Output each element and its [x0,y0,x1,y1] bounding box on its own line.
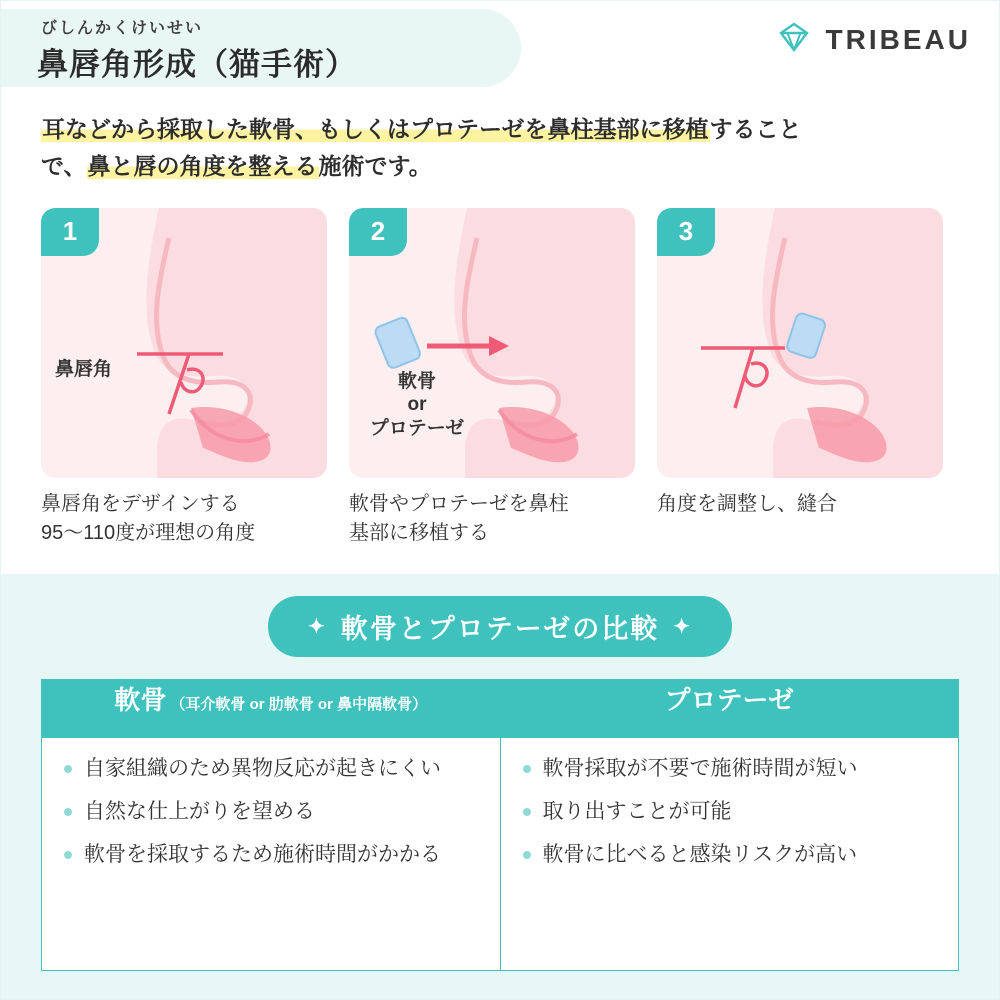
step-1 [41,208,327,548]
lead-text-3: 施術です。 [318,153,432,180]
comparison-title-wrap [1,596,999,657]
step-2-caption [349,490,635,548]
step-2-caption-line1: 軟骨やプロテーゼを鼻柱 [349,492,569,515]
list-item: 自家組織のため異物反応が起きにくい [60,754,482,783]
step-3-figure [657,208,943,478]
comparison-column-cartilage [42,680,500,970]
step-1-badge: 1 [41,208,99,256]
column-header-cartilage-sub: （耳介軟骨 or 肋軟骨 or 鼻中隔軟骨） [170,695,428,713]
step-1-figure [41,208,327,478]
brand-logo [774,21,971,58]
column-header-prosthesis [501,680,959,738]
step-3-caption [657,490,943,519]
lead-highlight-1: 耳などから採取した軟骨、もしくはプロテーゼを鼻柱基部に移植 [42,116,709,142]
step-1-caption [41,490,327,548]
list-item: 軟骨採取が不要で施術時間が短い [519,754,941,783]
brand-name: TRIBEAU [825,23,971,55]
step-3-caption-line1: 角度を調整し、縫合 [657,492,837,515]
comparison-table [41,679,959,971]
step-2 [349,208,635,548]
step-3-badge: 3 [657,208,715,256]
comparison-band [1,574,999,999]
cartilage-bullet-list [42,738,500,894]
comparison-title-text: 軟骨とプロテーゼの比較 [340,613,660,644]
step-2-figure-label: 軟骨 or プロテーゼ [369,370,465,439]
step-2-badge: 2 [349,208,407,256]
lead-paragraph [41,111,959,186]
step-1-caption-line1: 鼻唇角をデザインする [41,492,240,515]
lead-text-1: すること [709,116,802,142]
column-header-cartilage-main: 軟骨 [114,684,167,715]
column-header-cartilage [42,680,500,738]
steps-row [41,208,959,548]
lead-text-2: で、 [41,153,87,180]
sparkle-left-icon: ✦ [308,615,327,638]
step-1-caption-line2: 95〜110度が理想の角度 [41,521,256,544]
list-item: 軟骨に比べると感染リスクが高い [519,840,941,869]
step-2-figure [349,208,635,478]
list-item: 取り出すことが可能 [519,797,941,826]
sparkle-right-icon: ✦ [673,615,692,638]
step-2-caption-line2: 基部に移植する [349,521,489,544]
lead-highlight-2: 鼻と唇の角度を整える [87,153,318,180]
step-1-figure-label: 鼻唇角 [55,358,113,380]
title-ruby: びしんかくけいせい [41,20,204,37]
comparison-column-prosthesis [500,680,959,970]
header [1,1,999,97]
list-item: 自然な仕上がりを望める [60,797,482,826]
column-header-prosthesis-main: プロテーゼ [664,684,794,715]
diamond-icon [774,21,814,58]
prosthesis-bullet-list [501,738,959,894]
comparison-title [268,596,732,657]
list-item: 軟骨を採取するため施術時間がかかる [60,840,482,869]
step-3 [657,208,943,548]
page-title: 鼻唇角形成（猫手術） [37,47,357,82]
